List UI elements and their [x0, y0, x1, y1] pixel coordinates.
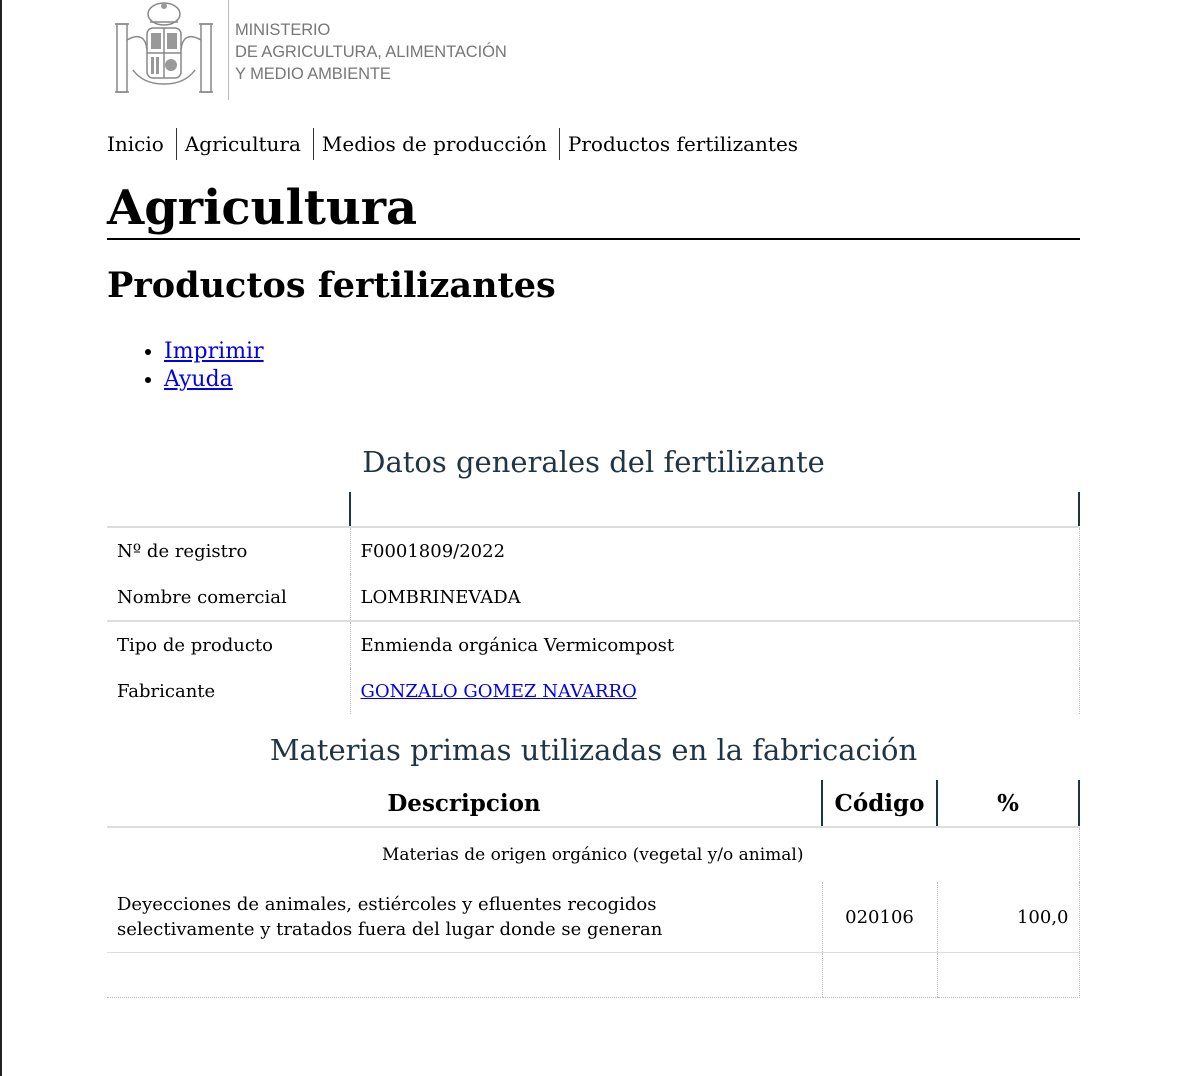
table-row [107, 668, 1079, 714]
group-label: Materias de origen orgánico (vegetal y/o animal) [107, 827, 1079, 882]
empty-cell [937, 953, 1079, 998]
help-link[interactable]: Ayuda [164, 367, 233, 392]
general-data-table [107, 492, 1080, 714]
page [107, 0, 1080, 940]
left-border [0, 0, 2, 1076]
registry-value: F0001809/2022 [350, 527, 1079, 574]
breadcrumb-inicio[interactable]: Inicio [107, 132, 164, 156]
action-item [164, 338, 264, 366]
action-list [164, 338, 264, 394]
page-title: Agricultura [107, 178, 1080, 240]
table-row [107, 574, 1079, 621]
material-code: 020106 [822, 882, 937, 953]
breadcrumb-agricultura[interactable]: Agricultura [176, 128, 313, 160]
table-header-row [107, 492, 1079, 527]
table-row [107, 882, 1079, 953]
column-percent: % [937, 780, 1079, 827]
product-type-label: Tipo de producto [107, 621, 350, 668]
trade-name-value: LOMBRINEVADA [350, 574, 1079, 621]
header-cell [107, 492, 350, 527]
materials-table [107, 780, 1080, 998]
coat-of-arms-logo [113, 0, 215, 98]
table-row-empty [107, 953, 1079, 998]
breadcrumb-productos[interactable]: Productos fertilizantes [559, 128, 810, 160]
material-description [107, 882, 822, 953]
ministry-header [107, 0, 1080, 100]
column-description: Descripcion [107, 780, 822, 827]
registry-label: Nº de registro [117, 540, 248, 562]
group-row [107, 827, 1079, 882]
materials-heading: Materias primas utilizadas en la fabricación [269, 733, 918, 767]
table-row [107, 621, 1079, 668]
action-item [164, 366, 264, 394]
ministry-name [235, 19, 507, 85]
trade-name-label: Nombre comercial [117, 586, 287, 608]
ministry-line: DE AGRICULTURA, ALIMENTACIÓN [235, 43, 507, 61]
breadcrumb-medios[interactable]: Medios de producción [313, 128, 559, 160]
header-cell [350, 492, 1079, 527]
empty-cell [822, 953, 937, 998]
column-code: Código [822, 780, 937, 827]
manufacturer-link[interactable]: GONZALO GOMEZ NAVARRO [360, 680, 637, 702]
header-divider [228, 0, 229, 100]
description-line: Deyecciones de animales, estiércoles y efluentes recogidos [117, 894, 657, 915]
table-header-row [107, 780, 1079, 827]
manufacturer-label: Fabricante [117, 680, 216, 702]
table-row [107, 527, 1079, 574]
general-data-heading: Datos generales del fertilizante [362, 445, 825, 479]
breadcrumb [107, 128, 810, 160]
ministry-line: Y MEDIO AMBIENTE [235, 65, 391, 83]
empty-cell [107, 953, 822, 998]
description-line: selectivamente y tratados fuera del lugar donde se generan [117, 919, 663, 940]
ministry-line: MINISTERIO [235, 21, 331, 39]
print-link[interactable]: Imprimir [164, 339, 264, 364]
material-percent: 100,0 [937, 882, 1079, 953]
manufacturer-cell [350, 668, 1079, 714]
product-type-value: Enmienda orgánica Vermicompost [350, 621, 1079, 668]
section-title: Productos fertilizantes [107, 265, 556, 306]
